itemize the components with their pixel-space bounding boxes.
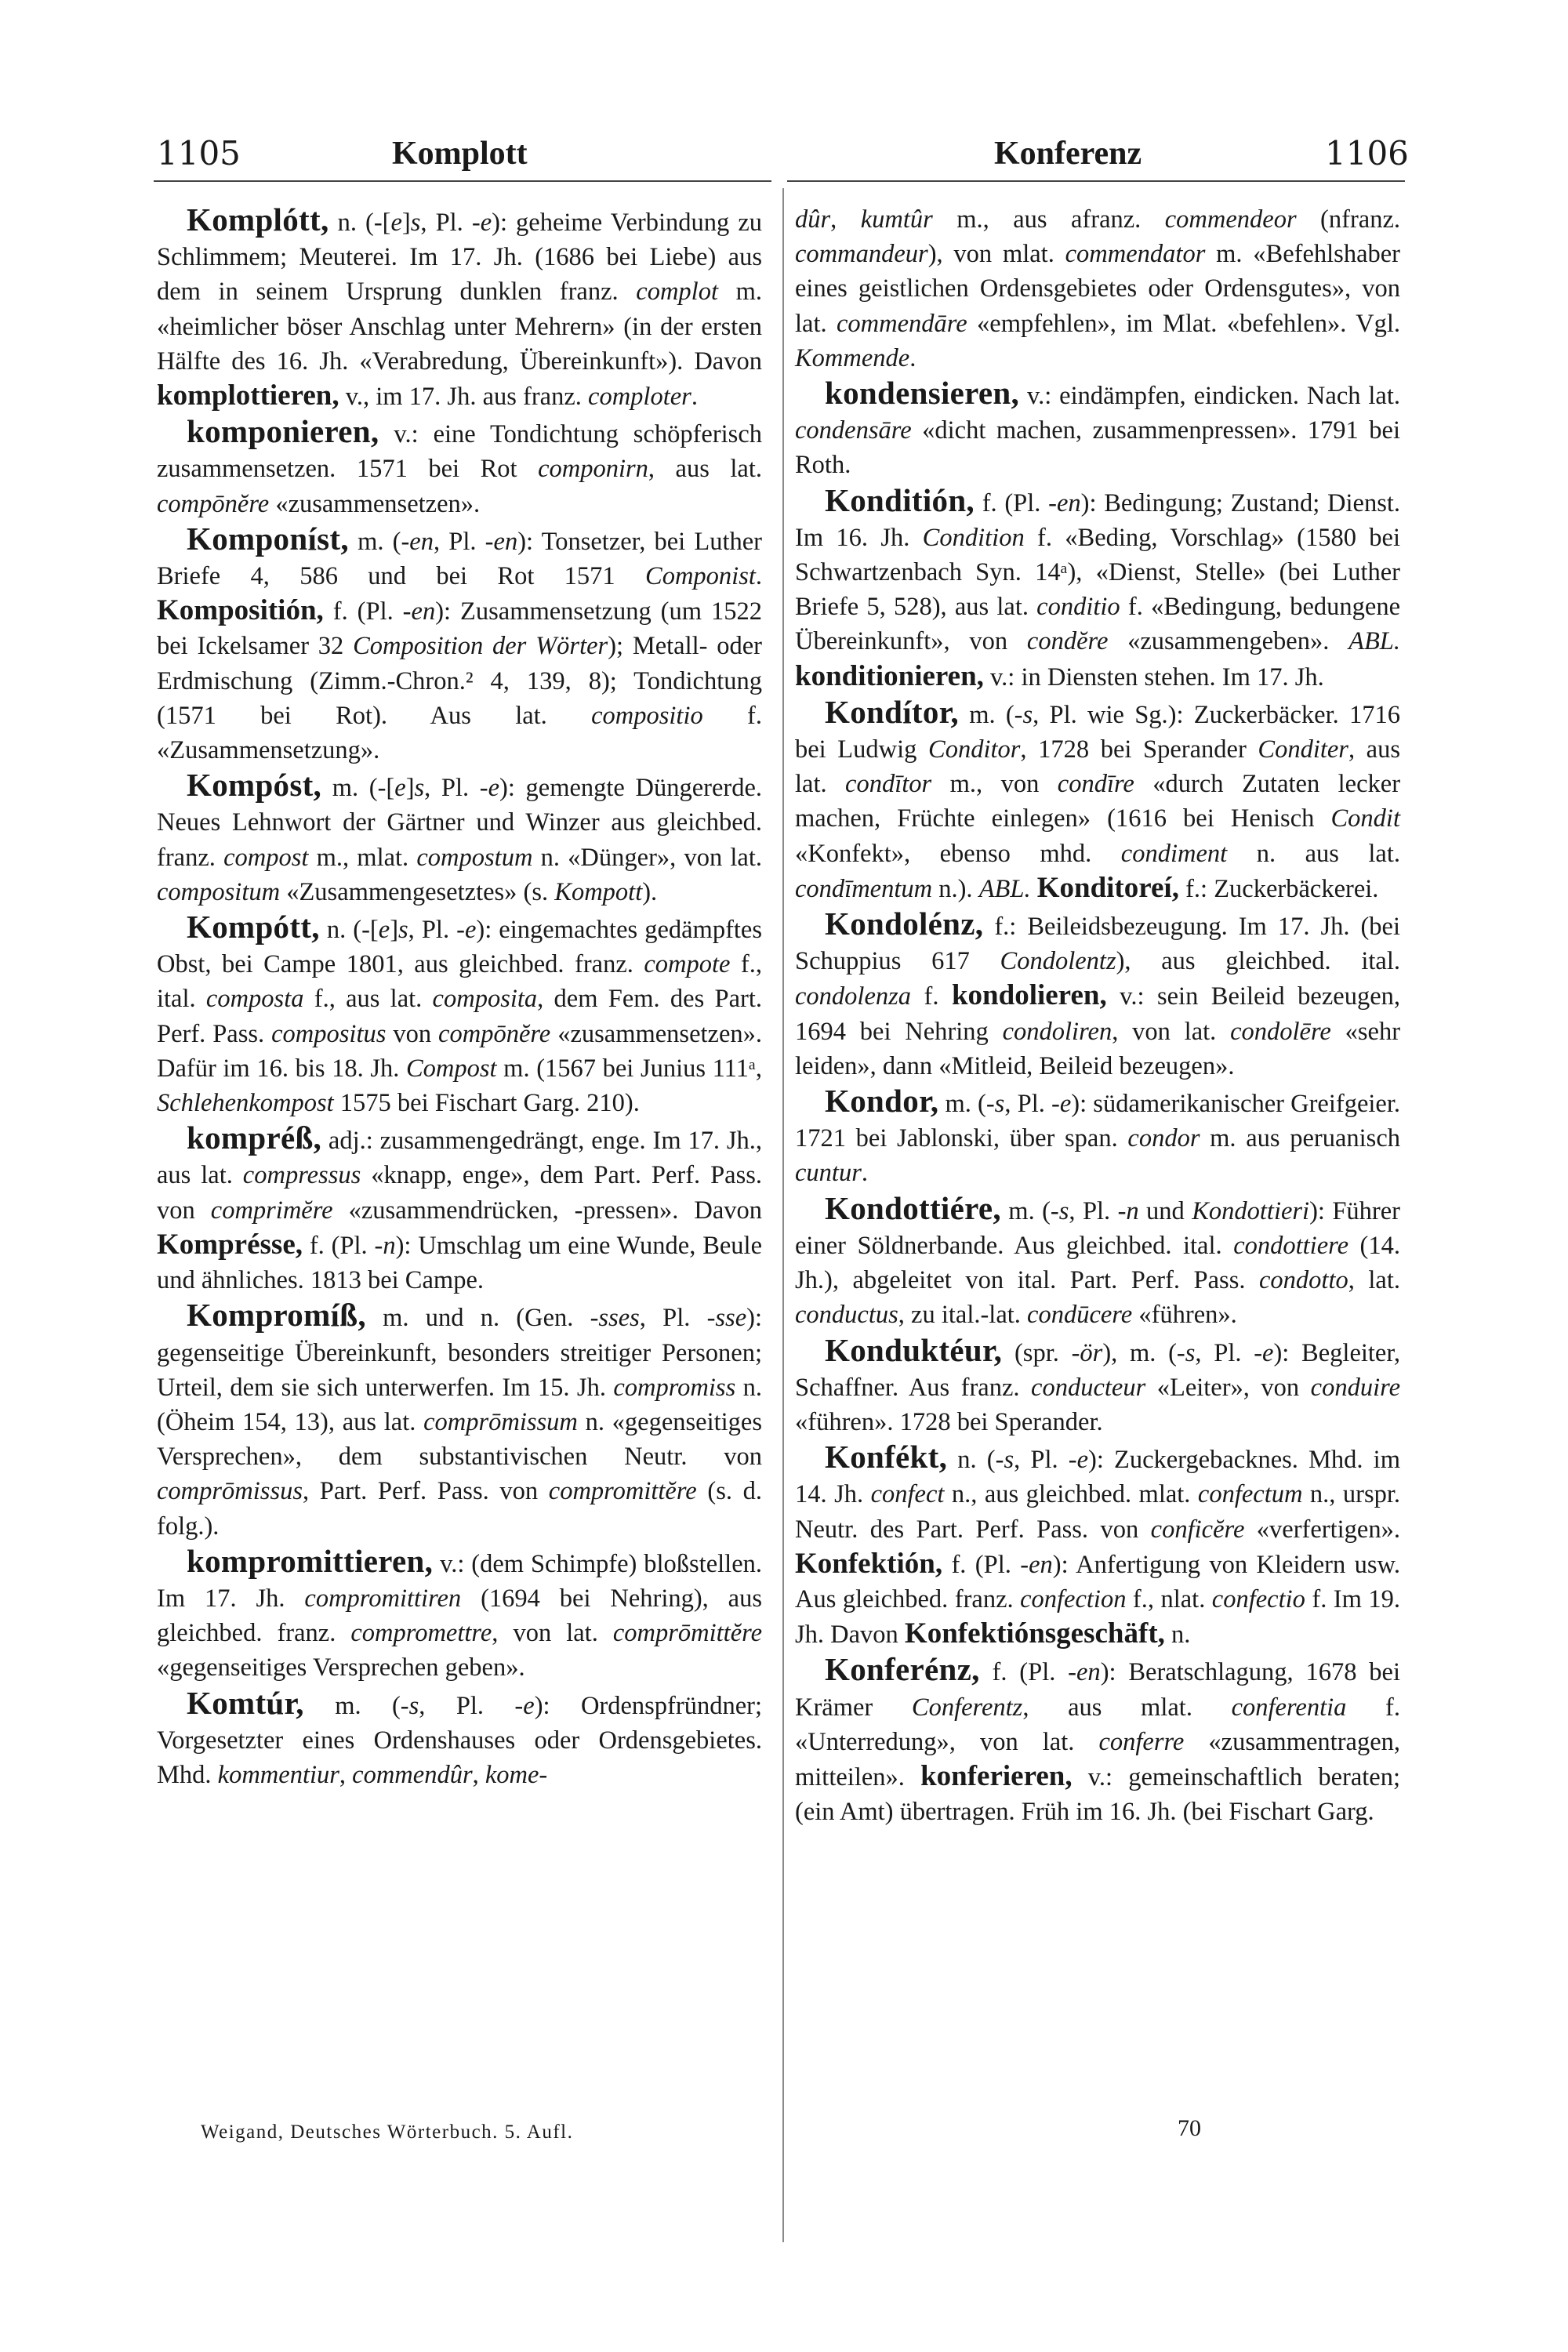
signature-mark: 70 xyxy=(1178,2115,1201,2141)
entry-headword: Kondottiére, xyxy=(825,1189,1001,1226)
dictionary-entry xyxy=(795,483,1400,695)
dictionary-entry xyxy=(795,1191,1400,1333)
left-running-head: Komplott xyxy=(392,136,528,172)
entry-definition: m. (-s, Pl. -n und Kondottieri): Führer einer Söldnerbande. Aus gleichbed. ital. condottiere (14. Jh.), abgeleitet von ital. Part. Perf. Pass. condotto, lat. conductus, zu ital.-lat. condūcere «führen». xyxy=(795,1196,1400,1330)
column-divider xyxy=(782,188,784,2242)
entry-headword: kompromittieren, xyxy=(187,1542,434,1579)
dictionary-entry xyxy=(795,1439,1400,1652)
entry-definition: f. (Pl. -en): Beratschlagung, 1678 bei Krämer Conferentz, aus mlat. conferentia f. «Unterredung», von lat. conferre «zusammentragen, mitteilen». konferieren, v.: gemeinschaftlich beraten; (ein Amt) übertragen. Früh im 16. Jh. (bei Fischart Garg. xyxy=(795,1658,1400,1827)
entry-definition: m. (-s, Pl. wie Sg.): Zuckerbäcker. 1716 bei Ludwig Conditor, 1728 bei Sperander Conditer, aus lat. condītor m., von condīre «durch Zutaten lecker machen, Früchte einlegen» (1616 bei Henisch Condit «Konfekt», ebenso mhd. condiment n. aus lat. condīmentum n.). ABL. Konditoreí, f.: Zuckerbäckerei. xyxy=(795,700,1401,904)
dictionary-entry xyxy=(795,1083,1400,1191)
dictionary-entry xyxy=(795,906,1400,1083)
dictionary-entry xyxy=(157,1120,762,1298)
dictionary-entry xyxy=(157,414,762,521)
right-column xyxy=(795,202,1400,1829)
entry-definition: m. (-s, Pl. -e): Ordenspfründner; Vorgesetzter eines Ordenshauses oder Ordensgebietes. Mhd. kommentiur, commendûr, kome- xyxy=(157,1691,762,1789)
entry-headword: Komplótt, xyxy=(187,201,329,238)
dictionary-entry xyxy=(795,1652,1400,1829)
entry-definition: dûr, kumtûr m., aus afranz. commendeor (nfranz. commandeur), von mlat. commendator m. «Befehlshaber eines geistlichen Ordensgebietes oder Ordensgutes», von lat. commendāre «empfehlen», im Mlat. «befehlen». Vgl. Kommende. xyxy=(795,205,1401,372)
entry-headword: kondensieren, xyxy=(825,375,1020,412)
entry-headword: kompréß, xyxy=(187,1120,322,1156)
footer-source: Weigand, Deutsches Wörterbuch. 5. Aufl. xyxy=(201,2122,574,2143)
entry-headword: Kompótt, xyxy=(187,909,320,946)
left-column xyxy=(157,202,762,1792)
entry-headword: Konferénz, xyxy=(825,1651,980,1688)
dictionary-entry xyxy=(157,202,762,414)
entry-definition: n. (-[e]s, Pl. -e): geheime Verbindung zu Schlimmem; Meuterei. Im 17. Jh. (1686 bei Liebe) aus dem in seinem Ursprung dunklen franz. complot m. «heimlicher böser Anschlag unter Mehrern» (in der ersten Hälfte des 16. Jh. «Verabredung, Übereinkunft»). Davon komplottieren, v., im 17. Jh. aus franz. comploter. xyxy=(157,209,762,412)
dictionary-entry xyxy=(157,909,762,1120)
entry-definition: m. (-[e]s, Pl. -e): gemengte Düngererde. Neues Lehnwort der Gärtner und Winzer aus gleichbed. franz. compost m., mlat. compostum n. «Dünger», von lat. compositum «Zusammengesetztes» (s. Kompott). xyxy=(157,774,763,906)
entry-definition: v.: eindämpfen, eindicken. Nach lat. condensāre «dicht machen, zusammenpressen». 1791 bei Roth. xyxy=(795,382,1400,480)
dictionary-entry xyxy=(157,1544,762,1686)
entry-definition: (spr. -ör), m. (-s, Pl. -e): Begleiter, Schaffner. Aus franz. conducteur «Leiter», von conduire «führen». 1728 bei Sperander. xyxy=(795,1338,1400,1436)
dictionary-entry xyxy=(157,768,762,909)
dictionary-entry xyxy=(157,1686,762,1793)
dictionary-entry xyxy=(795,376,1400,483)
entry-headword: Kompóst, xyxy=(187,767,322,804)
entry-headword: Komtúr, xyxy=(187,1684,304,1721)
entry-definition: m. (-s, Pl. -e): südamerikanischer Greifgeier. 1721 bei Jablonski, über span. condor m. aus peruanisch cuntur. xyxy=(795,1090,1400,1188)
header-rule-left xyxy=(154,180,771,182)
right-running-head: Konferenz xyxy=(994,136,1142,172)
entry-headword: Kondor, xyxy=(825,1083,939,1120)
dictionary-entry xyxy=(795,202,1400,376)
entry-headword: Konditión, xyxy=(825,481,975,518)
entry-definition: v.: (dem Schimpfe) bloßstellen. Im 17. Jh. compromittiren (1694 bei Nehring), aus gleichbed. franz. compromettre, von lat. comprōmittĕre «gegenseitiges Versprechen geben». xyxy=(157,1549,763,1682)
left-page-number: 1105 xyxy=(157,134,241,172)
entry-definition: n. (-s, Pl. -e): Zuckergebacknes. Mhd. im 14. Jh. confect n., aus gleichbed. mlat. confectum n., urspr. Neutr. des Part. Perf. Pass. von conficĕre «verfertigen». Konfektión, f. (Pl. -en): Anfertigung von Kleidern usw. Aus gleichbed. franz. confection f., nlat. confectio f. Im 19. Jh. Davon Konfektiónsgeschäft, n. xyxy=(795,1446,1401,1650)
entry-headword: Kompromíß, xyxy=(187,1297,366,1334)
dictionary-entry xyxy=(157,521,762,768)
dictionary-entry xyxy=(157,1298,762,1543)
entry-headword: Konfékt, xyxy=(825,1439,948,1475)
entry-definition: f.: Beileidsbezeugung. Im 17. Jh. (bei Schuppius 617 Condolentz), aus gleichbed. ital. condolenza f. kondolieren, v.: sein Beileid bezeugen, 1694 bei Nehring condoliren, von lat. condolēre «sehr leiden», dann «Mitleid, Beileid bezeugen». xyxy=(795,913,1401,1080)
entry-definition: adj.: zusammengedrängt, enge. Im 17. Jh., aus lat. compressus «knapp, enge», dem Part. Perf. Pass. von comprimĕre «zusammendrücken, -pressen». Davon Komprésse, f. (Pl. -n): Umschlag um eine Wunde, Beule und ähnliches. 1813 bei Campe. xyxy=(157,1127,763,1295)
entry-definition: f. (Pl. -en): Bedingung; Zustand; Dienst. Im 16. Jh. Condition f. «Beding, Vorschlag» (1580 bei Schwartzenbach Syn. 14ᵃ), «Dienst, Stelle» (bei Luther Briefe 5, 528), aus lat. conditio f. «Bedingung, bedungene Übereinkunft», von condĕre «zusammengeben». ABL. konditionieren, v.: in Diensten stehen. Im 17. Jh. xyxy=(795,488,1401,692)
dictionary-entry xyxy=(795,695,1400,906)
entry-headword: Komponíst, xyxy=(187,520,349,557)
entry-headword: Kondítor, xyxy=(825,693,959,730)
header-rule-right xyxy=(787,180,1405,182)
entry-headword: Kondolénz, xyxy=(825,906,984,942)
entry-headword: Konduktéur, xyxy=(825,1331,1003,1368)
entry-definition: m. (-en, Pl. -en): Tonsetzer, bei Luther Briefe 4, 586 und bei Rot 1571 Componist. Kompositión, f. (Pl. -en): Zusammensetzung (um 1522 bei Ickelsamer 32 Composition der Wörter); Metall- oder Erdmischung (Zimm.-Chron.² 4, 139, 8); Tondichtung (1571 bei Rot). Aus lat. compositio f. «Zusammensetzung». xyxy=(157,527,763,765)
entry-definition: m. und n. (Gen. -sses, Pl. -sse): gegenseitige Übereinkunft, besonders streitiger Personen; Urteil, dem sie sich unterwerfen. Im 15. Jh. compromiss n. (Öheim 154, 13), aus lat. comprōmissum n. «gegenseitiges Versprechen», dem substantivischen Neutr. von comprōmissus, Part. Perf. Pass. von compromittĕre (s. d. folg.). xyxy=(157,1304,762,1541)
dictionary-entry xyxy=(795,1333,1400,1440)
entry-definition: n. (-[e]s, Pl. -e): eingemachtes gedämpftes Obst, bei Campe 1801, aus gleichbed. franz. compote f., ital. composta f., aus lat. composita, dem Fem. des Part. Perf. Pass. compositus von compōnĕre «zusammensetzen». Dafür im 16. bis 18. Jh. Compost m. (1567 bei Junius 111ᵃ, Schlehenkompost 1575 bei Fischart Garg. 210). xyxy=(157,916,763,1118)
right-page-number: 1106 xyxy=(1325,134,1409,172)
entry-definition: v.: eine Tondichtung schöpferisch zusammensetzen. 1571 bei Rot componirn, aus lat. compōnĕre «zusammensetzen». xyxy=(157,420,762,518)
entry-headword: komponieren, xyxy=(187,413,379,450)
